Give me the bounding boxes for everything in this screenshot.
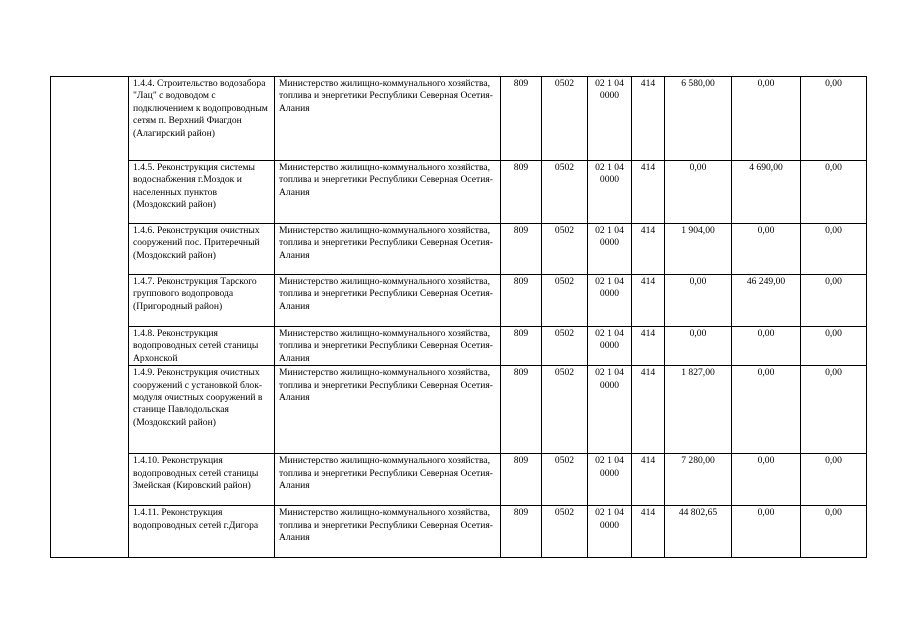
- rzpr-cell: 0502: [542, 327, 588, 366]
- year2-amount-cell: 0,00: [732, 506, 801, 558]
- measure-name-cell: 1.4.8. Реконструкция водопроводных сетей станицы Архонской: [129, 327, 275, 366]
- year1-amount-cell: 0,00: [665, 275, 732, 327]
- year3-amount-cell: 0,00: [801, 224, 867, 275]
- executor-cell: Министерство жилищно-коммунального хозяйства, топлива и энергетики Республики Северная Осетия-Алания: [275, 506, 501, 558]
- vr-cell: 414: [632, 366, 665, 454]
- rzpr-cell: 0502: [542, 506, 588, 558]
- grbs-cell: 809: [501, 161, 542, 224]
- vr-cell: 414: [632, 506, 665, 558]
- rzpr-cell: 0502: [542, 161, 588, 224]
- year1-amount-cell: 1 827,00: [665, 366, 732, 454]
- year2-amount-cell: 0,00: [732, 366, 801, 454]
- vr-cell: 414: [632, 327, 665, 366]
- year1-amount-cell: 0,00: [665, 161, 732, 224]
- year1-amount-cell: 1 904,00: [665, 224, 732, 275]
- csr-cell: 02 1 04 0000: [588, 224, 632, 275]
- budget-table-body: [51, 77, 867, 558]
- year2-amount-cell: 0,00: [732, 454, 801, 506]
- grbs-cell: 809: [501, 366, 542, 454]
- grbs-cell: 809: [501, 275, 542, 327]
- rzpr-cell: 0502: [542, 366, 588, 454]
- vr-cell: 414: [632, 454, 665, 506]
- rzpr-cell: 0502: [542, 77, 588, 161]
- vr-cell: 414: [632, 275, 665, 327]
- csr-cell: 02 1 04 0000: [588, 366, 632, 454]
- grbs-cell: 809: [501, 327, 542, 366]
- year1-amount-cell: 6 580,00: [665, 77, 732, 161]
- executor-cell: Министерство жилищно-коммунального хозяйства, топлива и энергетики Республики Северная Осетия-Алания: [275, 161, 501, 224]
- year2-amount-cell: 0,00: [732, 77, 801, 161]
- year3-amount-cell: 0,00: [801, 506, 867, 558]
- grbs-cell: 809: [501, 224, 542, 275]
- grbs-cell: 809: [501, 506, 542, 558]
- executor-cell: Министерство жилищно-коммунального хозяйства, топлива и энергетики Республики Северная Осетия-Алания: [275, 224, 501, 275]
- measure-name-cell: 1.4.6. Реконструкция очистных сооружений пос. Притеречный (Моздокский район): [129, 224, 275, 275]
- table-row: [51, 161, 867, 224]
- year2-amount-cell: 46 249,00: [732, 275, 801, 327]
- vr-cell: 414: [632, 161, 665, 224]
- grbs-cell: 809: [501, 77, 542, 161]
- table-row: [51, 327, 867, 366]
- vr-cell: 414: [632, 77, 665, 161]
- year1-amount-cell: 0,00: [665, 327, 732, 366]
- year1-amount-cell: 44 802,65: [665, 506, 732, 558]
- measure-name-cell: 1.4.11. Реконструкция водопроводных сетей г.Дигора: [129, 506, 275, 558]
- year3-amount-cell: 0,00: [801, 161, 867, 224]
- measure-name-cell: 1.4.9. Реконструкция очистных сооружений с установкой блок-модуля очистных сооружений в станице Павлодольская (Моздокский район): [129, 366, 275, 454]
- executor-cell: Министерство жилищно-коммунального хозяйства, топлива и энергетики Республики Северная Осетия-Алания: [275, 366, 501, 454]
- executor-cell: Министерство жилищно-коммунального хозяйства, топлива и энергетики Республики Северная Осетия-Алания: [275, 77, 501, 161]
- csr-cell: 02 1 04 0000: [588, 454, 632, 506]
- table-row: [51, 275, 867, 327]
- csr-cell: 02 1 04 0000: [588, 161, 632, 224]
- rzpr-cell: 0502: [542, 275, 588, 327]
- table-row: [51, 366, 867, 454]
- year2-amount-cell: 4 690,00: [732, 161, 801, 224]
- year3-amount-cell: 0,00: [801, 454, 867, 506]
- year3-amount-cell: 0,00: [801, 77, 867, 161]
- measure-name-cell: 1.4.7. Реконструкция Тарского группового водопровода (Пригородный район): [129, 275, 275, 327]
- year2-amount-cell: 0,00: [732, 224, 801, 275]
- executor-cell: Министерство жилищно-коммунального хозяйства, топлива и энергетики Республики Северная Осетия-Алания: [275, 275, 501, 327]
- measure-name-cell: 1.4.4. Строительство водозабора "Лац" с водоводом с подключением к водопроводным сетям п. Верхний Фиагдон (Алагирский район): [129, 77, 275, 161]
- executor-cell: Министерство жилищно-коммунального хозяйства, топлива и энергетики Республики Северная Осетия-Алания: [275, 327, 501, 366]
- csr-cell: 02 1 04 0000: [588, 77, 632, 161]
- table-row: [51, 506, 867, 558]
- csr-cell: 02 1 04 0000: [588, 327, 632, 366]
- table-row: [51, 77, 867, 161]
- table-row: [51, 224, 867, 275]
- year3-amount-cell: 0,00: [801, 327, 867, 366]
- program-cell: [51, 77, 129, 558]
- vr-cell: 414: [632, 224, 665, 275]
- rzpr-cell: 0502: [542, 224, 588, 275]
- measure-name-cell: 1.4.5. Реконструкция системы водоснабжения г.Моздок и населенных пунктов (Моздокский район): [129, 161, 275, 224]
- csr-cell: 02 1 04 0000: [588, 506, 632, 558]
- grbs-cell: 809: [501, 454, 542, 506]
- rzpr-cell: 0502: [542, 454, 588, 506]
- year1-amount-cell: 7 280,00: [665, 454, 732, 506]
- measure-name-cell: 1.4.10. Реконструкция водопроводных сетей станицы Змейская (Кировский район): [129, 454, 275, 506]
- table-row: [51, 454, 867, 506]
- year3-amount-cell: 0,00: [801, 366, 867, 454]
- executor-cell: Министерство жилищно-коммунального хозяйства, топлива и энергетики Республики Северная Осетия-Алания: [275, 454, 501, 506]
- year3-amount-cell: 0,00: [801, 275, 867, 327]
- budget-table: [50, 76, 867, 558]
- csr-cell: 02 1 04 0000: [588, 275, 632, 327]
- year2-amount-cell: 0,00: [732, 327, 801, 366]
